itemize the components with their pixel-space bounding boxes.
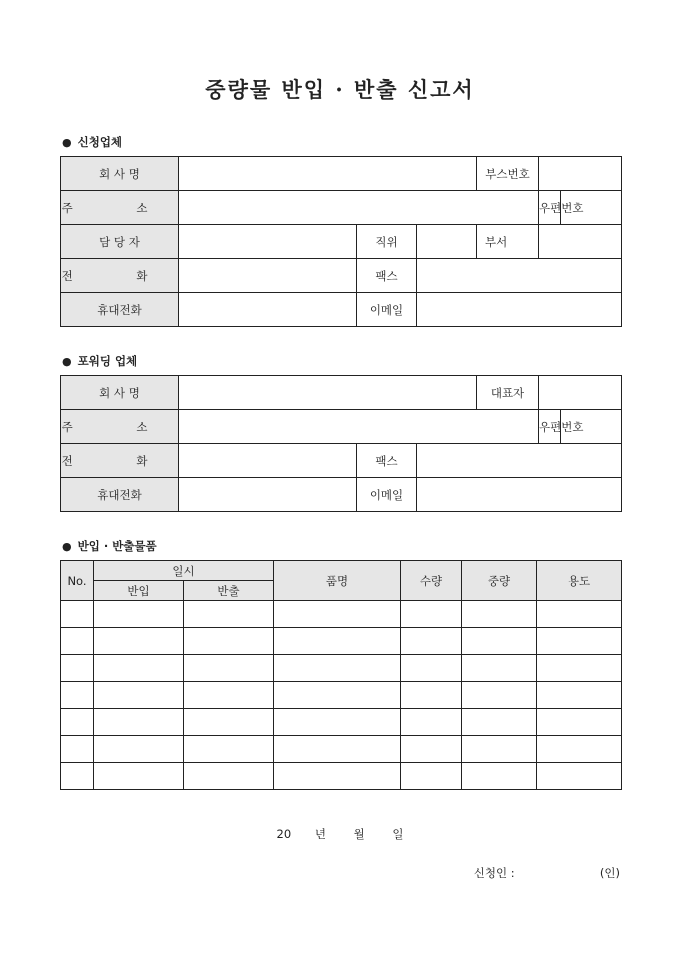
cell[interactable]: [401, 655, 462, 682]
zip-code-label-text: 우편번호: [539, 200, 584, 215]
cell[interactable]: [537, 628, 622, 655]
cell[interactable]: [537, 655, 622, 682]
fax-label: 팩스: [357, 259, 417, 293]
date-prefix: 20: [276, 827, 292, 841]
cell[interactable]: [94, 655, 184, 682]
cell[interactable]: [401, 601, 462, 628]
cell[interactable]: [184, 682, 274, 709]
cell[interactable]: [274, 763, 401, 790]
department-field[interactable]: [539, 225, 622, 259]
section-heading-applicant-text: 신청업체: [77, 135, 123, 149]
table-row: [61, 376, 622, 410]
cell[interactable]: [462, 601, 537, 628]
cell[interactable]: [401, 736, 462, 763]
cell[interactable]: [184, 736, 274, 763]
fw-address-label: 주 소: [61, 410, 179, 444]
section-heading-forwarder: [62, 353, 137, 369]
cell[interactable]: [61, 655, 94, 682]
cell[interactable]: [94, 682, 184, 709]
cell[interactable]: [462, 709, 537, 736]
fw-ceo-field[interactable]: [539, 376, 622, 410]
cell[interactable]: [537, 601, 622, 628]
fw-address-field[interactable]: [179, 410, 539, 444]
cell[interactable]: [274, 655, 401, 682]
fw-zip-code-label: [539, 410, 584, 444]
department-label: 부서: [477, 225, 539, 259]
cell[interactable]: [274, 628, 401, 655]
cell[interactable]: [94, 628, 184, 655]
col-datetime-header: 일시: [94, 561, 274, 581]
fax-field[interactable]: [417, 259, 622, 293]
company-name-label: 회 사 명: [61, 157, 179, 191]
table-row: [61, 293, 622, 327]
bullet-icon: ●: [62, 355, 72, 368]
phone-label: 전 화: [61, 259, 179, 293]
cell[interactable]: [537, 736, 622, 763]
table-header-row: [61, 561, 622, 581]
cell[interactable]: [61, 601, 94, 628]
cell[interactable]: [274, 709, 401, 736]
date-month: 월: [353, 827, 365, 841]
cell[interactable]: [61, 763, 94, 790]
fw-mobile-field[interactable]: [179, 478, 357, 512]
cell[interactable]: [537, 709, 622, 736]
cell[interactable]: [462, 682, 537, 709]
col-out-header: 반출: [184, 581, 274, 601]
date-line: [0, 826, 680, 842]
manager-field[interactable]: [179, 225, 357, 259]
fw-company-name-field[interactable]: [179, 376, 477, 410]
fw-company-name-label: 회 사 명: [61, 376, 179, 410]
cell[interactable]: [274, 682, 401, 709]
cell[interactable]: [274, 736, 401, 763]
fw-email-field[interactable]: [417, 478, 622, 512]
cell[interactable]: [184, 601, 274, 628]
cell[interactable]: [61, 736, 94, 763]
col-qty-header: 수량: [401, 561, 462, 601]
booth-number-field[interactable]: [539, 157, 622, 191]
table-row: [61, 444, 622, 478]
section-heading-applicant: [62, 134, 122, 150]
mobile-field[interactable]: [179, 293, 357, 327]
fw-phone-label: 전 화: [61, 444, 179, 478]
cell[interactable]: [462, 628, 537, 655]
cell[interactable]: [184, 709, 274, 736]
cell[interactable]: [462, 763, 537, 790]
cell[interactable]: [94, 736, 184, 763]
table-row: [61, 682, 622, 709]
section-heading-items: [62, 538, 157, 554]
zip-code-label: [539, 191, 584, 225]
table-row: [61, 259, 622, 293]
cell[interactable]: [401, 763, 462, 790]
email-field[interactable]: [417, 293, 622, 327]
cell[interactable]: [94, 709, 184, 736]
table-row: [61, 736, 622, 763]
signature-line: [474, 865, 620, 881]
cell[interactable]: [462, 736, 537, 763]
bullet-icon: ●: [62, 136, 72, 149]
cell[interactable]: [94, 601, 184, 628]
cell[interactable]: [184, 628, 274, 655]
fw-email-label: 이메일: [357, 478, 417, 512]
manager-label: 담 당 자: [61, 225, 179, 259]
address-field[interactable]: [179, 191, 539, 225]
cell[interactable]: [274, 601, 401, 628]
table-row: [61, 225, 622, 259]
col-weight-header: 중량: [462, 561, 537, 601]
cell[interactable]: [94, 763, 184, 790]
table-row: [61, 191, 622, 225]
fw-ceo-label: 대표자: [477, 376, 539, 410]
date-year: 년: [314, 827, 326, 841]
table-row: [61, 601, 622, 628]
applicant-table: [60, 156, 622, 327]
date-day: 일: [392, 827, 404, 841]
col-item-header: 품명: [274, 561, 401, 601]
cell[interactable]: [401, 682, 462, 709]
table-row: [61, 709, 622, 736]
col-use-header: 용도: [537, 561, 622, 601]
cell[interactable]: [61, 628, 94, 655]
bullet-icon: ●: [62, 540, 72, 553]
booth-number-label: 부스번호: [477, 157, 539, 191]
cell[interactable]: [184, 763, 274, 790]
cell[interactable]: [462, 655, 537, 682]
items-table: [60, 560, 622, 790]
section-heading-forwarder-text: 포워딩 업체: [77, 354, 138, 368]
address-label: 주 소: [61, 191, 179, 225]
position-field[interactable]: [417, 225, 477, 259]
table-row: [61, 157, 622, 191]
col-no-header: No.: [61, 561, 94, 601]
cell[interactable]: [61, 709, 94, 736]
cell[interactable]: [184, 655, 274, 682]
table-row: [61, 655, 622, 682]
cell[interactable]: [401, 709, 462, 736]
col-in-header: 반입: [94, 581, 184, 601]
signature-label: 신청인 :: [473, 866, 515, 880]
section-heading-items-text: 반입 · 반출물품: [77, 539, 157, 553]
cell[interactable]: [537, 682, 622, 709]
signature-seal: (인): [599, 866, 620, 880]
fw-fax-label: 팩스: [357, 444, 417, 478]
cell[interactable]: [401, 628, 462, 655]
fw-mobile-label: 휴대전화: [61, 478, 179, 512]
mobile-label: 휴대전화: [61, 293, 179, 327]
cell[interactable]: [537, 763, 622, 790]
phone-field[interactable]: [179, 259, 357, 293]
forwarder-table: [60, 375, 622, 512]
fw-phone-field[interactable]: [179, 444, 357, 478]
position-label: 직위: [357, 225, 417, 259]
cell[interactable]: [61, 682, 94, 709]
table-row: [61, 763, 622, 790]
email-label: 이메일: [357, 293, 417, 327]
table-row: [61, 628, 622, 655]
page-title: 중량물 반입 · 반출 신고서: [205, 77, 475, 102]
company-name-field[interactable]: [179, 157, 477, 191]
fw-zip-code-label-text: 우편번호: [539, 419, 584, 434]
table-row: [61, 410, 622, 444]
fw-fax-field[interactable]: [417, 444, 622, 478]
table-row: [61, 478, 622, 512]
